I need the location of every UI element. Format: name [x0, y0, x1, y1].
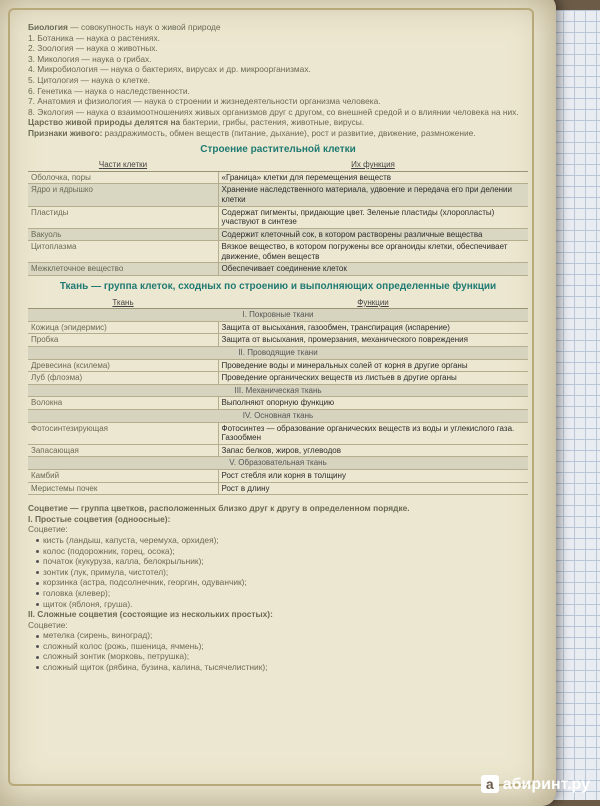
tissue-function: Запас белков, жиров, углеводов	[218, 444, 528, 457]
tissue-table-row	[28, 397, 528, 410]
science-item: 4. Микробиология — наука о бактериях, вирусах и др. микроорганизмах.	[28, 64, 311, 75]
tissue-table-row	[28, 482, 528, 495]
cell-function: Вязкое вещество, в котором погружены все органоиды клетки, обеспечивает движение, обмен веществ	[218, 241, 528, 263]
cell-function: «Граница» клетки для перемещения веществ	[218, 171, 528, 184]
tissue-table-row	[28, 334, 528, 347]
inflo-item-text: головка (клевер);	[43, 587, 111, 598]
inflo-item-text: початок (кукуруза, калла, белокрыльник);	[43, 556, 204, 567]
cell-table	[28, 159, 528, 276]
science-item: 8. Экология — наука о взаимоотношениях живых организмов друг с другом, со внешней средой и о влиянии человека на них.	[28, 106, 519, 117]
tissue-table-row	[28, 321, 528, 334]
cell-table-row	[28, 263, 528, 276]
watermark-text: абиринт.ру	[502, 776, 590, 793]
kingdoms-text: бактерии, грибы, растения, животные, вирусы.	[180, 117, 365, 128]
cell-part: Оболочка, поры	[28, 171, 218, 184]
tissue-name: Меристемы почек	[28, 482, 218, 495]
tissue-table-row	[28, 444, 528, 457]
cell-function: Содержат пигменты, придающие цвет. Зеленые пластиды (хлоропласты) участвуют в синтезе	[218, 206, 528, 228]
cell-col-functions: Их функция	[218, 159, 528, 171]
simple-inflo-title: I. Простые соцветия (одноосные):	[28, 513, 171, 524]
cell-part: Пластиды	[28, 206, 218, 228]
tissue-group-name: II. Проводящие ткани	[28, 347, 528, 360]
bullet-icon	[36, 645, 39, 648]
bullet-icon	[36, 592, 39, 595]
complex-inflo-title: II. Сложные соцветия (состоящие из нескольких простых):	[28, 609, 273, 620]
cell-part: Цитоплазма	[28, 241, 218, 263]
bullet-icon	[36, 550, 39, 553]
inflo-item-text: зонтик (лук, примула, чистотел);	[43, 566, 169, 577]
biology-term: Биология	[28, 22, 68, 32]
inflo-list-item	[28, 599, 528, 610]
cell-table-row	[28, 228, 528, 241]
biology-definition	[28, 22, 528, 33]
inflo-item-text: колос (подорожник, горец, осока);	[43, 545, 175, 556]
inflo-list-item	[28, 546, 528, 557]
kingdoms-label: Царство живой природы делятся на	[28, 117, 181, 128]
bullet-icon	[36, 635, 39, 638]
bullet-icon	[36, 656, 39, 659]
simple-inflo-label: Соцветие:	[28, 524, 68, 535]
cell-col-parts: Части клетки	[28, 159, 218, 171]
simple-inflo-list	[28, 535, 528, 609]
cell-function: Хранение наследственного материала, удвоение и передача его при делении клетки	[218, 184, 528, 206]
tissue-table	[28, 297, 528, 496]
tissue-name: Фотосинтезирующая	[28, 422, 218, 444]
tissue-function: Проведение органических веществ из листьев в другие органы	[218, 372, 528, 385]
cell-table-row	[28, 171, 528, 184]
tissue-name: Луб (флоэма)	[28, 372, 218, 385]
tissue-group-name: IV. Основная ткань	[28, 410, 528, 423]
tissue-name: Запасающая	[28, 444, 218, 457]
page-content	[28, 22, 528, 673]
science-item: 2. Зоология — наука о животных.	[28, 43, 158, 54]
tissue-name: Древесина (ксилема)	[28, 359, 218, 372]
tissue-table-row	[28, 359, 528, 372]
inflo-list-item	[28, 588, 528, 599]
inflo-item-text: сложный зонтик (морковь, петрушка);	[43, 651, 190, 662]
kingdoms-line	[28, 117, 528, 128]
inflo-list-item	[28, 535, 528, 546]
bullet-icon	[36, 582, 39, 585]
tissue-function: Проведение воды и минеральных солей от корня в другие органы	[218, 359, 528, 372]
inflo-list-item	[28, 651, 528, 662]
tissue-function: Рост в длину	[218, 482, 528, 495]
cell-part: Ядро и ядрышко	[28, 184, 218, 206]
tissue-group-row	[28, 309, 528, 322]
tissue-function: Защита от высыхания, промерзания, механического повреждения	[218, 334, 528, 347]
cell-function: Обеспечивает соединение клеток	[218, 263, 528, 276]
science-item: 7. Анатомия и физиология — наука о строении и жизнедеятельности организма человека.	[28, 96, 381, 107]
tissue-name: Волокна	[28, 397, 218, 410]
tissue-function: Выполняют опорную функцию	[218, 397, 528, 410]
cell-section-title: Строение растительной клетки	[200, 143, 356, 155]
science-item: 5. Цитология — наука о клетке.	[28, 74, 151, 85]
cell-part: Вакуоль	[28, 228, 218, 241]
signs-line	[28, 128, 528, 139]
inflo-list-item	[28, 641, 528, 652]
inflo-list-item	[28, 556, 528, 567]
tissue-col-name: Ткань	[28, 297, 218, 309]
tissue-function: Рост стебля или корня в толщину	[218, 469, 528, 482]
bullet-icon	[36, 560, 39, 563]
tissue-table-row	[28, 372, 528, 385]
cell-table-row	[28, 241, 528, 263]
tissue-group-row	[28, 457, 528, 470]
science-item: 6. Генетика — наука о наследственности.	[28, 85, 190, 96]
complex-inflo-label: Соцветие:	[28, 619, 68, 630]
tissue-table-row	[28, 422, 528, 444]
inflo-item-text: сложный колос (рожь, пшеница, ячмень);	[43, 640, 204, 651]
tissue-name: Кожица (эпидермис)	[28, 321, 218, 334]
inflo-list-item	[28, 662, 528, 673]
sciences-list	[28, 33, 528, 118]
labirint-logo-icon: а	[481, 775, 499, 793]
tissue-group-row	[28, 384, 528, 397]
inflo-list-item	[28, 630, 528, 641]
tissue-function: Фотосинтез — образование органических веществ из воды и углекислого газа. Газообмен	[218, 422, 528, 444]
science-item: 3. Микология — наука о грибах.	[28, 53, 152, 64]
tissue-name: Пробка	[28, 334, 218, 347]
science-item: 1. Ботаника — наука о растениях.	[28, 32, 160, 43]
tissue-group-name: III. Механическая ткань	[28, 384, 528, 397]
inflo-item-text: корзинка (астра, подсолнечник, георгин, одуванчик);	[43, 577, 247, 588]
tissue-name: Камбий	[28, 469, 218, 482]
tissue-function: Защита от высыхания, газообмен, транспирация (испарение)	[218, 321, 528, 334]
signs-label: Признаки живого:	[28, 127, 103, 138]
cell-table-row	[28, 206, 528, 228]
inflo-list-item	[28, 577, 528, 588]
bullet-icon	[36, 571, 39, 574]
inflorescence-definition: Соцветие — группа цветков, расположенных близко друг к другу в определенном порядке.	[28, 503, 410, 514]
inflo-item-text: кисть (ландыш, капуста, черемуха, орхидея);	[43, 534, 219, 545]
inflo-item-text: сложный щиток (рябина, бузина, калина, тысячелистник);	[43, 662, 268, 673]
cell-part: Межклеточное вещество	[28, 263, 218, 276]
complex-inflo-list	[28, 630, 528, 672]
signs-text: раздражимость, обмен веществ (питание, дыхание), рост и развитие, движение, размножение.	[102, 127, 476, 138]
labirint-watermark	[481, 775, 590, 794]
tissue-col-functions: Функции	[218, 297, 528, 309]
inflo-item-text: метелка (сирень, виноград);	[43, 630, 153, 641]
bullet-icon	[36, 666, 39, 669]
cell-function: Содержит клеточный сок, в котором растворены различные вещества	[218, 228, 528, 241]
inflo-list-item	[28, 567, 528, 578]
cell-table-row	[28, 184, 528, 206]
tissue-section-title: Ткань — группа клеток, сходных по строению и выполняющих определенные функции	[59, 281, 497, 293]
tissue-group-name: V. Образовательная ткань	[28, 457, 528, 470]
tissue-group-row	[28, 410, 528, 423]
biology-definition-text: — совокупность наук о живой природе	[67, 22, 221, 32]
tissue-table-row	[28, 469, 528, 482]
bullet-icon	[36, 539, 39, 542]
tissue-group-row	[28, 347, 528, 360]
tissue-group-name: I. Покровные ткани	[28, 309, 528, 322]
inflo-item-text: щиток (яблоня, груша).	[43, 598, 133, 609]
bullet-icon	[36, 603, 39, 606]
